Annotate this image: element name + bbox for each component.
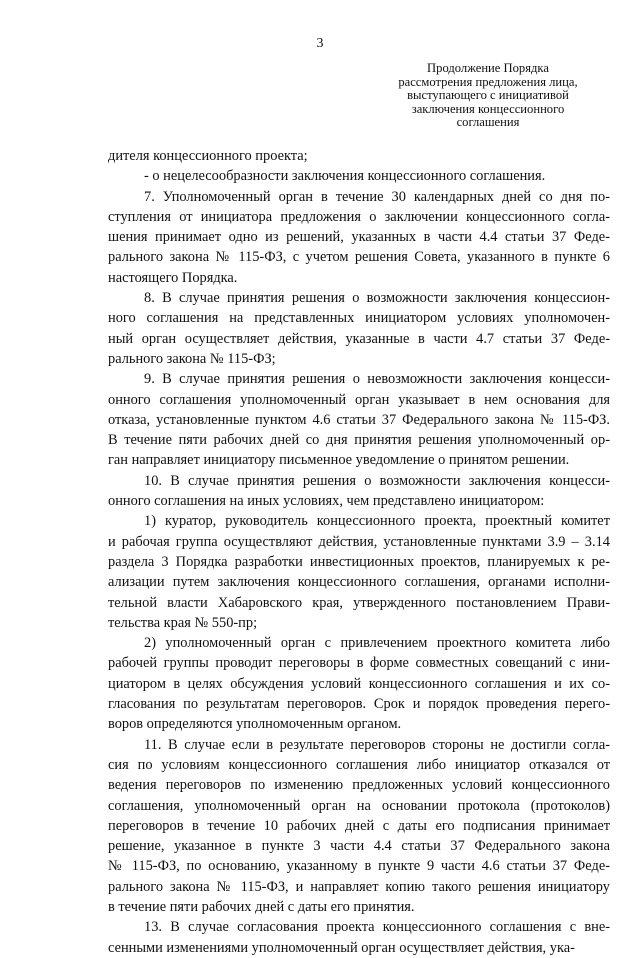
paragraph-line: В течение пяти рабочих дней со дня принятия решения уполномоченный ор- (108, 432, 610, 449)
paragraph-line: сия по условиям концессионного соглашения либо инициатор отказался от (108, 756, 610, 773)
paragraph-line: воров определяются уполномоченным органом. (108, 716, 402, 733)
paragraph-line: настоящего Порядка. (108, 269, 238, 286)
paragraph-line: ализации путем заключения концессионного соглашения, органами исполни- (108, 574, 610, 591)
header-note (378, 62, 598, 130)
paragraph-line: 2) уполномоченный орган с привлечением проектного комитета либо (144, 635, 610, 652)
paragraph (108, 166, 610, 186)
paragraph-line: ный орган осуществляет действия, указанные в части 4.7 статьи 37 Феде- (108, 330, 610, 347)
paragraph-line: циатором в целях обсуждения условий концессионного соглашения и их со- (108, 675, 610, 692)
paragraph-line: № 115-ФЗ, по основанию, указанному в пункте 9 части 4.6 статьи 37 Феде- (108, 858, 610, 875)
paragraph (108, 187, 610, 288)
paragraph-line: сенными изменениями уполномоченный орган осуществляет действия, ука- (108, 939, 575, 956)
paragraph-line: 13. В случае согласования проекта концессионного соглашения с вне- (144, 919, 610, 936)
paragraph-line: в течение пяти рабочих дней с даты его принятия. (108, 898, 415, 915)
page-number: 3 (316, 36, 324, 51)
header-line: заключения концессионного (411, 101, 565, 116)
paragraph-line: отказа, установленные пунктом 4.6 статьи 37 Федерального закона № 115-ФЗ. (108, 411, 610, 428)
paragraph-line: ган направляет инициатору письменное уведомление о принятом решении. (108, 452, 570, 469)
paragraph-line: и рабочая группа осуществляют действия, установленные пунктами 3.9 – 3.14 (108, 533, 610, 550)
paragraph-line: онного соглашения на иных условиях, чем представлено инициатором: (108, 493, 545, 510)
paragraph (108, 511, 610, 633)
header-line: Продолжение Порядка (427, 61, 549, 75)
body-text (108, 146, 610, 958)
paragraph-line: ного соглашения на представленных инициатором условиях уполномочен- (108, 310, 610, 327)
header-line: рассмотрения предложения лица, (398, 74, 578, 89)
paragraph-line: соглашения, уполномоченный орган на основании протокола (протоколов) (108, 797, 610, 814)
paragraph-line: 9. В случае принятия решения о невозможности заключения концесси- (144, 371, 610, 388)
paragraph (108, 917, 610, 958)
paragraph-line: дителя концессионного проекта; (108, 148, 308, 164)
header-line: соглашения (456, 115, 520, 130)
paragraph-line: онного соглашения уполномоченный орган указывает в нем основания для (108, 391, 610, 408)
paragraph (108, 735, 610, 918)
paragraph-line: тельства края № 550-пр; (108, 614, 258, 631)
paragraph-line: 8. В случае принятия решения о возможности заключения концессион- (144, 290, 610, 307)
paragraph-line: 11. В случае если в результате переговоров стороны не достигли согла- (144, 736, 610, 753)
paragraph-line: - о нецелесообразности заключения концессионного соглашения. (144, 168, 546, 185)
paragraph-line: шения принимает одно из решений, указанных в части 4.4 статьи 37 Феде- (108, 229, 610, 246)
paragraph-line: тельной власти Хабаровского края, утвержденного постановлением Прави- (108, 594, 610, 611)
paragraph (108, 471, 610, 512)
paragraph (108, 369, 610, 470)
paragraph-line: гласования по результатам переговоров. Срок и порядок проведения перего- (108, 696, 610, 713)
paragraph-line: решение, указанное в пункте 3 части 4.4 статьи 37 Федерального закона (108, 838, 610, 855)
paragraph-line: 7. Уполномоченный орган в течение 30 календарных дней со дня по- (144, 188, 610, 205)
paragraph (108, 288, 610, 369)
paragraph-line: рального закона № 115-ФЗ, с учетом решения Совета, указанного в пункте 6 (108, 249, 610, 266)
paragraph-line: 1) куратор, руководитель концессионного проекта, проектный комитет (144, 513, 610, 530)
paragraph-line: ступления от инициатора предложения о заключении концессионного согла- (108, 208, 610, 225)
paragraph (108, 146, 610, 166)
paragraph-line: переговоров в течение 10 рабочих дней с даты его подписания принимает (108, 817, 610, 834)
paragraph-line: 10. В случае принятия решения о возможности заключения концесси- (144, 472, 610, 489)
paragraph (108, 633, 610, 734)
paragraph-line: ведения переговоров по изменению предложенных условий концессионного (108, 777, 610, 794)
paragraph-line: рального закона № 115-ФЗ; (108, 350, 276, 367)
paragraph-line: рабочей группы проводит переговоры в форме совместных совещаний с ини- (108, 655, 610, 672)
paragraph-line: рального закона № 115-ФЗ, и направляет копию такого решения инициатору (108, 878, 610, 895)
paragraph-line: раздела 3 Порядка разработки инвестиционных проектов, планируемых к ре- (108, 553, 610, 570)
header-line: выступающего с инициативой (407, 88, 569, 103)
